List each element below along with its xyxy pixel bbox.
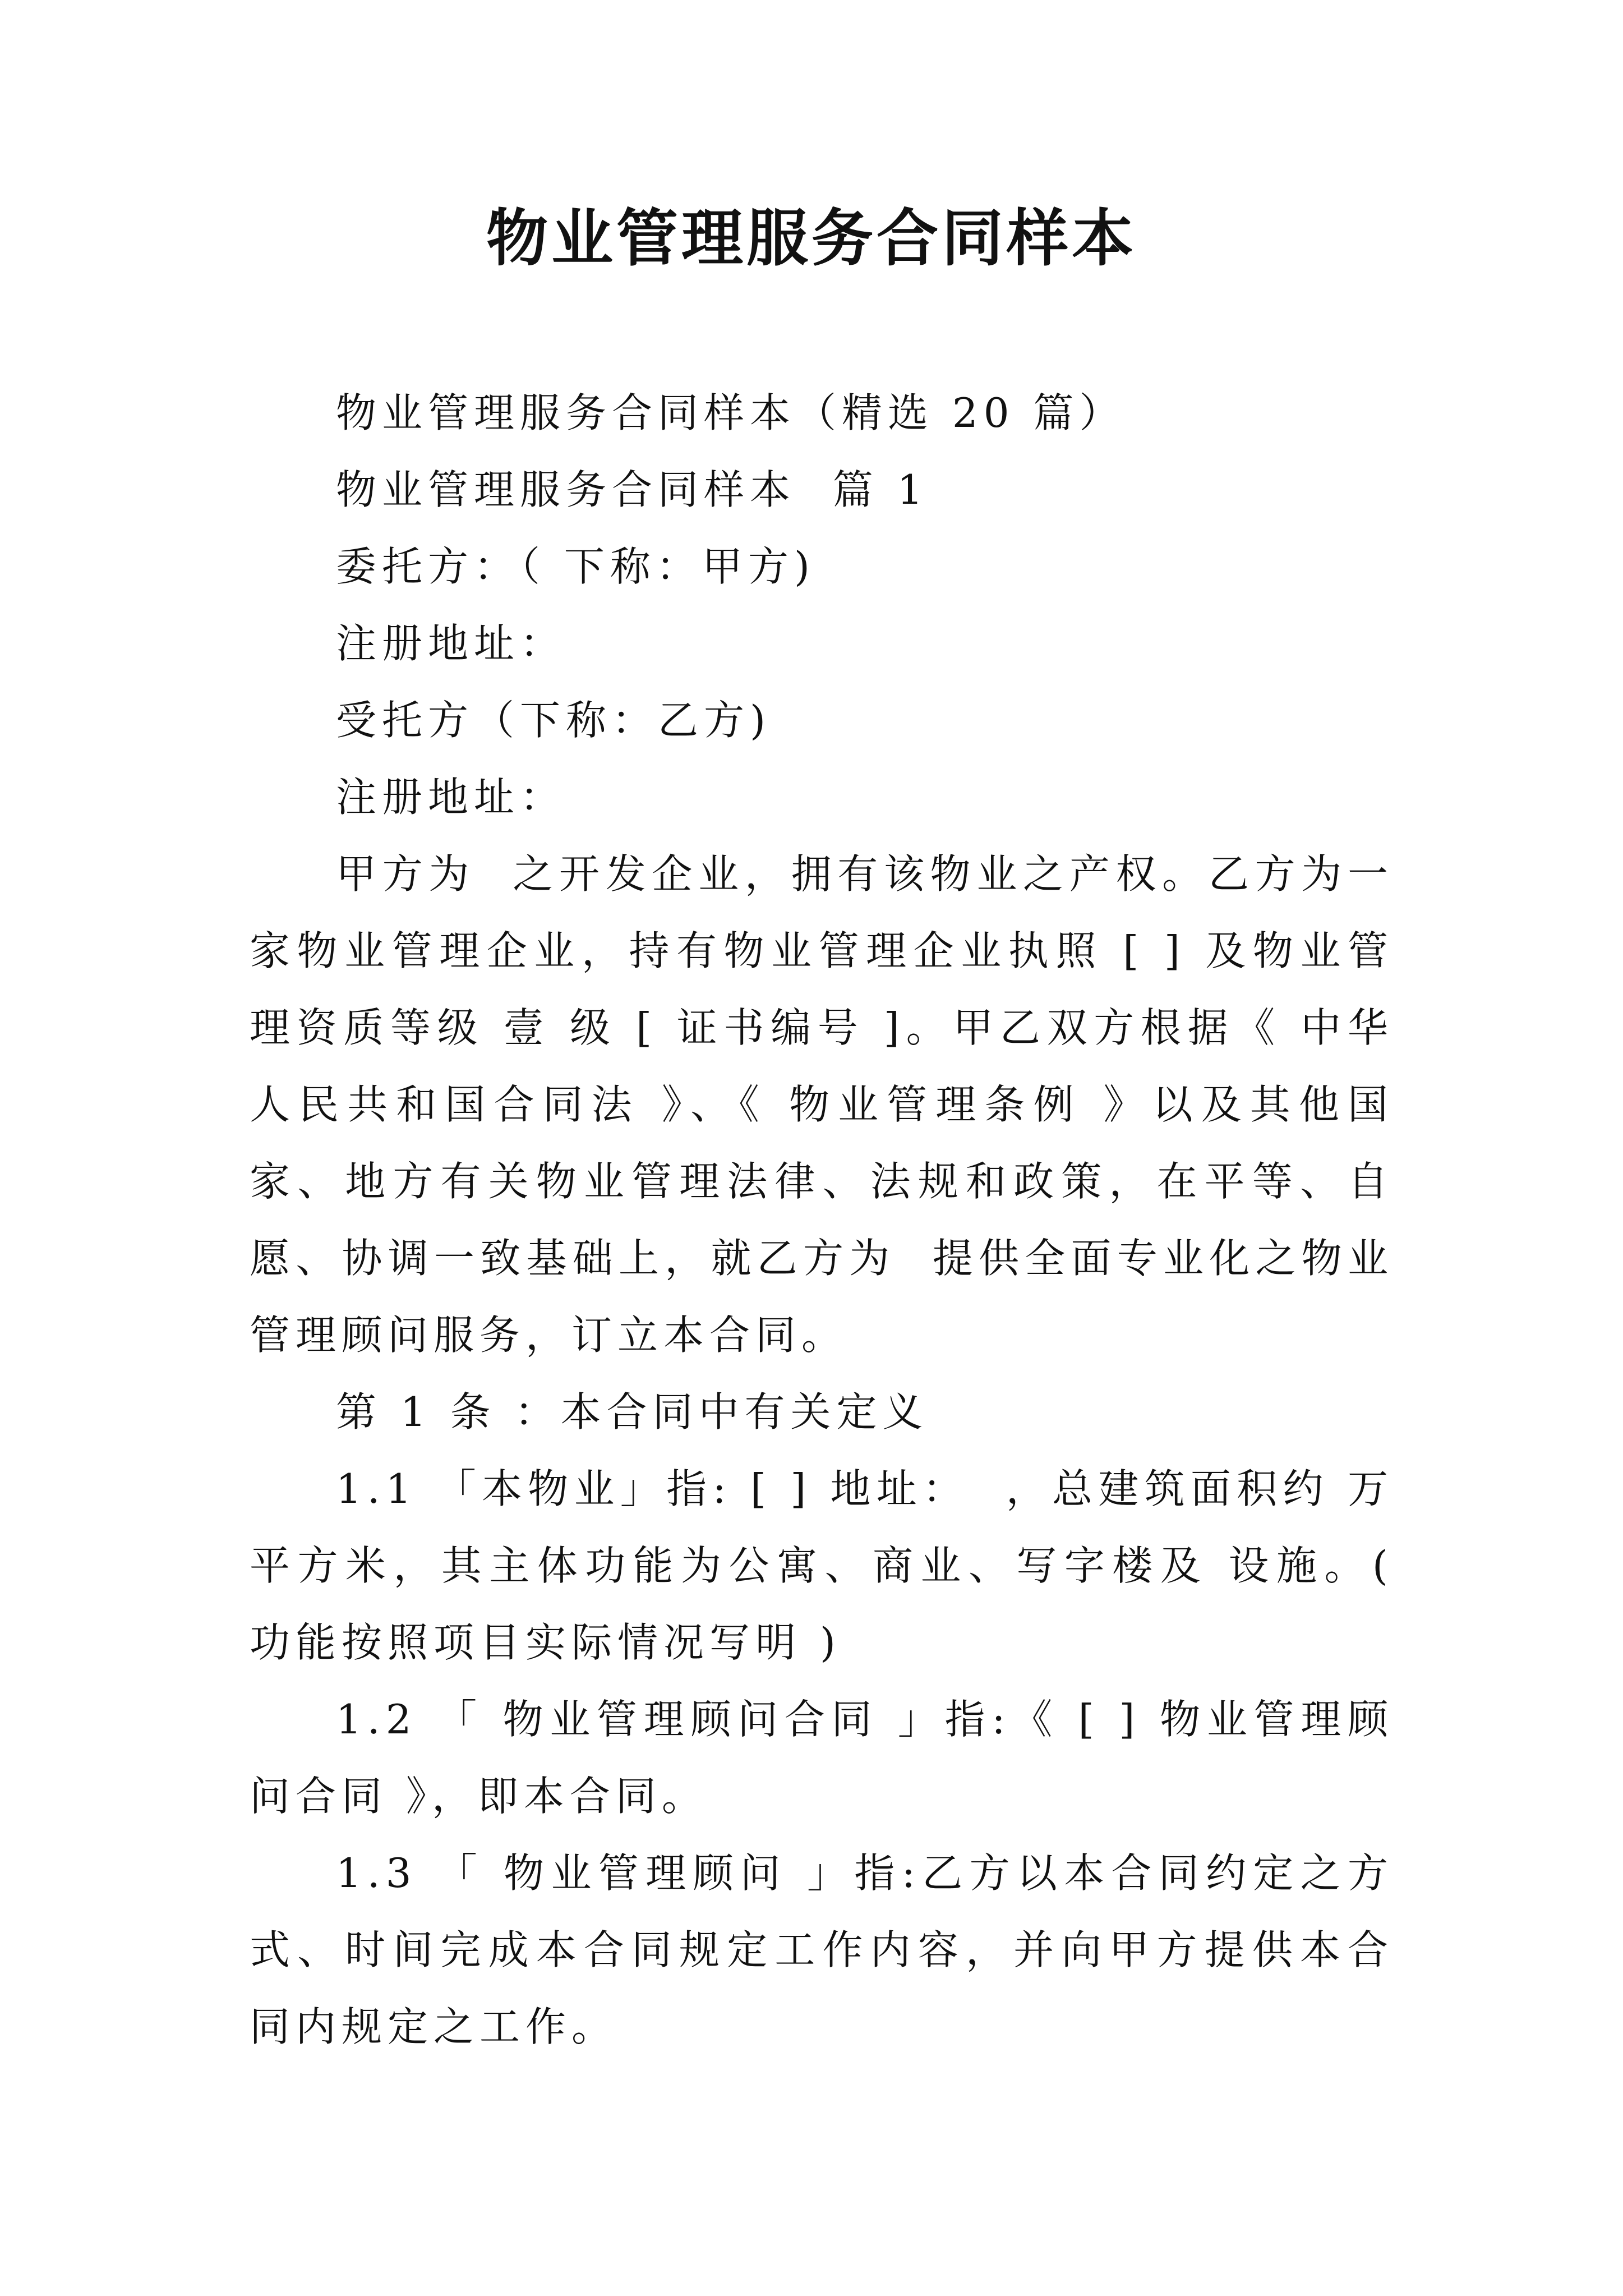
contractor-address-line: 注册地址： (336, 774, 566, 821)
document-title: 物业管理服务合同样本 (486, 202, 1137, 274)
preamble-paragraph: 甲方为 之开发企业，拥有该物业之产权。乙方为一家物业管理企业，持有物业管理企业执照 [ ] 及物业管理资质等级 壹 级 [ 证书编号 ]。甲乙双方根据《 中华人民共和国合同法 》、《 物业管理条例 》以及其他国家、地方有关物业管理法律、法规和政策，在平等、自愿、协调一致基础上，就乙方为 提供全面专业化之物业管理顾问服务，订立本合同。 (250, 850, 1394, 1359)
section-heading: 物业管理服务合同样本 篇 1 (336, 466, 929, 513)
client-line: 委托方：（ 下称：甲方) (336, 543, 815, 590)
document-body (250, 375, 1412, 2065)
clause-1-3: 1.3 「 物业管理顾问 」指:乙方以本合同约定之方式、时间完成本合同规定工作内容，并向甲方提供本合同内规定之工作。 (250, 1849, 1394, 2050)
contractor-line: 受托方（下称：乙方) (336, 697, 772, 744)
clause-1-1: 1.1 「本物业」指: [ ] 地址： ，总建筑面积约 万平方米，其主体功能为公寓、商业、写字楼及 设施。( 功能按照项目实际情况写明 ) (250, 1465, 1412, 1666)
article-1-heading: 第 1 条 ：本合同中有关定义 (336, 1388, 929, 1435)
subtitle-paragraph: 物业管理服务合同样本（精选 20 篇） (336, 389, 1126, 436)
clause-1-2: 1.2 「 物业管理顾问合同 」指:《 [ ] 物业管理顾问合同 》，即本合同。 (250, 1696, 1394, 1820)
client-address-line: 注册地址： (336, 620, 566, 667)
